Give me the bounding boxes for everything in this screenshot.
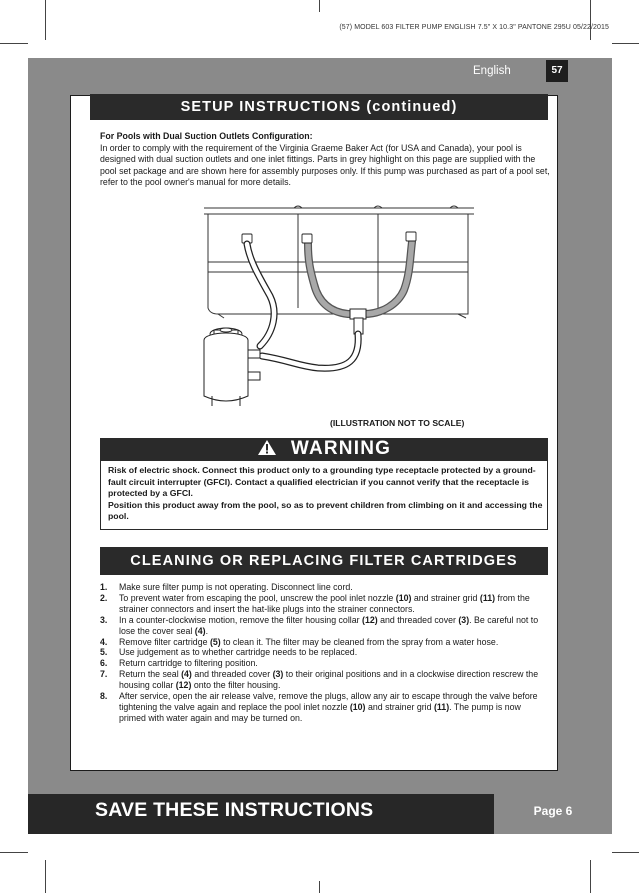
step-text: . The pump is now primed with water again and may be turned on. bbox=[119, 701, 521, 723]
page-label: Page 6 bbox=[494, 794, 612, 834]
cleaning-step bbox=[100, 658, 550, 669]
cleaning-steps bbox=[100, 582, 550, 724]
cleaning-step bbox=[100, 593, 550, 615]
step-number: 2. bbox=[100, 592, 108, 603]
part-reference: (12) bbox=[175, 680, 192, 691]
setup-heading: For Pools with Dual Suction Outlets Configuration: bbox=[100, 131, 313, 141]
step-text: from the strainer connectors and insert the hat-like plugs into the strainer connectors. bbox=[119, 592, 530, 614]
crop-mark bbox=[45, 860, 46, 893]
crop-mark bbox=[319, 881, 320, 893]
step-number: 8. bbox=[100, 691, 108, 702]
crop-mark bbox=[612, 43, 639, 44]
crop-mark bbox=[45, 0, 46, 40]
step-text: and strainer grid bbox=[411, 592, 480, 603]
print-info: (57) MODEL 603 FILTER PUMP ENGLISH 7.5" X 10.3" PANTONE 295U 05/22/2015 bbox=[339, 24, 609, 31]
cleaning-title: CLEANING OR REPLACING FILTER CARTRIDGES bbox=[100, 547, 548, 575]
part-reference: (11) bbox=[479, 592, 496, 603]
warning-title-bar bbox=[100, 438, 548, 460]
part-reference: (5) bbox=[209, 636, 221, 647]
part-reference: (11) bbox=[433, 701, 450, 712]
cleaning-step bbox=[100, 691, 550, 724]
step-number: 6. bbox=[100, 658, 108, 669]
step-text: . bbox=[205, 625, 209, 636]
step-text: and threaded cover bbox=[377, 614, 459, 625]
step-number: 4. bbox=[100, 636, 108, 647]
step-number: 5. bbox=[100, 647, 108, 658]
page-number-badge: 57 bbox=[546, 60, 568, 82]
setup-body: In order to comply with the requirement of the Virginia Graeme Baker Act (for USA and Canada), your pool is designed with dual suction outlets and one inlet fittings. Parts in grey highlight on this page are supplied with the pool set package and are shown here for assembly purposes only. If this pump was purchased as part of a pool set, refer to the pool owner's manual for more details. bbox=[100, 142, 550, 188]
crop-mark bbox=[590, 860, 591, 893]
step-text: and strainer grid bbox=[365, 701, 434, 712]
warning-text bbox=[108, 465, 544, 523]
cleaning-step bbox=[100, 615, 550, 637]
cleaning-step bbox=[100, 637, 550, 648]
part-reference: (12) bbox=[362, 614, 378, 625]
part-reference: (4) bbox=[181, 669, 192, 680]
warning-line-2: Position this product away from the pool, so as to prevent children from climbing on it and accessing the pool. bbox=[108, 499, 543, 522]
step-text: Make sure filter pump is not operating. Disconnect line cord. bbox=[119, 582, 353, 592]
crop-mark bbox=[0, 43, 28, 44]
step-text: to clean it. The filter may be cleaned from the spray from a water hose. bbox=[220, 636, 499, 647]
step-text: to their original positions and in a clockwise direction rescrew the housing collar bbox=[119, 669, 539, 691]
cleaning-step bbox=[100, 582, 550, 593]
crop-mark bbox=[612, 852, 639, 853]
step-text: Use judgement as to whether cartridge needs to be replaced. bbox=[119, 647, 358, 658]
crop-mark bbox=[0, 852, 28, 853]
setup-title: SETUP INSTRUCTIONS (continued) bbox=[90, 94, 548, 120]
warning-title: WARNING bbox=[290, 438, 392, 459]
part-reference: (3) bbox=[458, 614, 470, 625]
crop-mark bbox=[319, 0, 320, 12]
warning-icon bbox=[257, 439, 277, 456]
step-number: 3. bbox=[100, 614, 108, 625]
step-number: 1. bbox=[100, 582, 108, 592]
cleaning-step bbox=[100, 669, 550, 691]
step-number: 7. bbox=[100, 669, 108, 680]
save-instructions-text: SAVE THESE INSTRUCTIONS bbox=[95, 799, 374, 821]
step-text: Return cartridge to filtering position. bbox=[119, 658, 258, 669]
language-label: English bbox=[473, 65, 511, 77]
pump-pool-illustration bbox=[198, 200, 476, 410]
step-text: . Be careful not to lose the cover seal bbox=[119, 614, 539, 636]
setup-intro bbox=[100, 131, 550, 189]
cleaning-step bbox=[100, 647, 550, 658]
step-text: To prevent water from escaping the pool, unscrew the pool inlet nozzle bbox=[119, 592, 396, 603]
illustration-note: (ILLUSTRATION NOT TO SCALE) bbox=[330, 418, 465, 428]
step-text: Return the seal bbox=[119, 669, 182, 680]
part-reference: (10) bbox=[395, 592, 412, 603]
part-reference: (4) bbox=[194, 625, 206, 636]
crop-mark bbox=[590, 0, 591, 40]
step-text: After service, open the air release valve, remove the plugs, allow any air to escape through the valve before tightening the valve again and replace the pool inlet nozzle bbox=[119, 691, 538, 712]
step-text: In a counter-clockwise motion, remove the filter housing collar bbox=[119, 614, 363, 625]
part-reference: (3) bbox=[272, 669, 284, 680]
warning-line-1: Risk of electric shock. Connect this product only to a grounding type receptacle protected by a ground-fault circuit interrupter (GFCI). Contact a qualified electrician if you cannot verify that the receptacle is protected by a GFCI. bbox=[108, 465, 536, 499]
step-text: and threaded cover bbox=[191, 669, 273, 680]
step-text: onto the filter housing. bbox=[191, 680, 281, 691]
part-reference: (10) bbox=[349, 701, 366, 712]
step-text: Remove filter cartridge bbox=[119, 636, 210, 647]
